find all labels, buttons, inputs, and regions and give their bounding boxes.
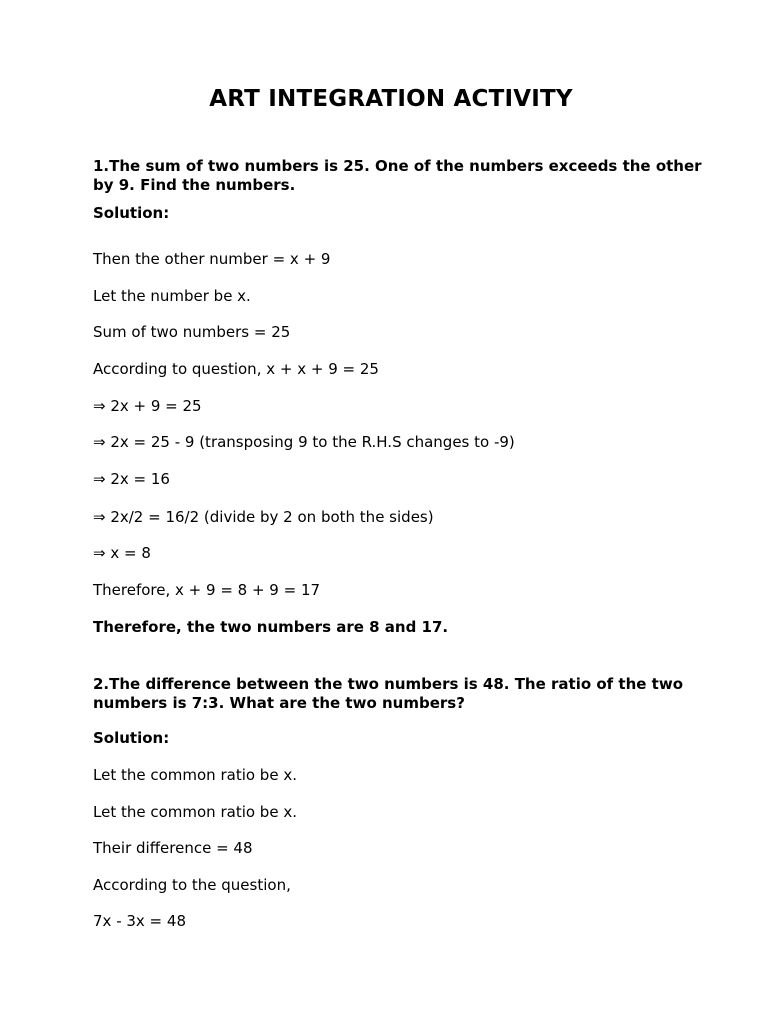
problem-1-step: ⇒ 2x = 25 - 9 (transposing 9 to the R.H.S changes to -9)	[93, 433, 515, 451]
problem-2-question: 2.The difference between the two numbers is 48. The ratio of the two numbers is 7:3. What are the two numbers?	[93, 675, 683, 712]
problem-1-step: ⇒ x = 8	[93, 544, 151, 562]
problem-2-solution-label: Solution:	[93, 729, 170, 747]
problem-1-step: Sum of two numbers = 25	[93, 323, 291, 341]
problem-1-conclusion: Therefore, the two numbers are 8 and 17.	[93, 618, 449, 636]
problem-1-step: Then the other number = x + 9	[93, 250, 331, 268]
problem-1-solution-label: Solution:	[93, 204, 170, 222]
problem-2-step: Let the common ratio be x.	[93, 803, 297, 821]
problem-2-step: 7x - 3x = 48	[93, 912, 186, 930]
problem-2-step: Their difference = 48	[93, 839, 253, 857]
problem-2-step: Let the common ratio be x.	[93, 766, 297, 784]
problem-2-step: According to the question,	[93, 876, 291, 894]
problem-1-step: ⇒ 2x/2 = 16/2 (divide by 2 on both the sides)	[93, 508, 434, 526]
problem-1-step: Let the number be x.	[93, 287, 251, 305]
page-title: ART INTEGRATION ACTIVITY	[209, 86, 573, 112]
problem-1-step: ⇒ 2x = 16	[93, 470, 170, 488]
problem-1-step: According to question, x + x + 9 = 25	[93, 360, 379, 378]
problem-1-question: 1.The sum of two numbers is 25. One of the numbers exceeds the other by 9. Find the numbers.	[93, 157, 702, 194]
problem-1-step: Therefore, x + 9 = 8 + 9 = 17	[93, 581, 321, 599]
problem-1-step: ⇒ 2x + 9 = 25	[93, 397, 202, 415]
